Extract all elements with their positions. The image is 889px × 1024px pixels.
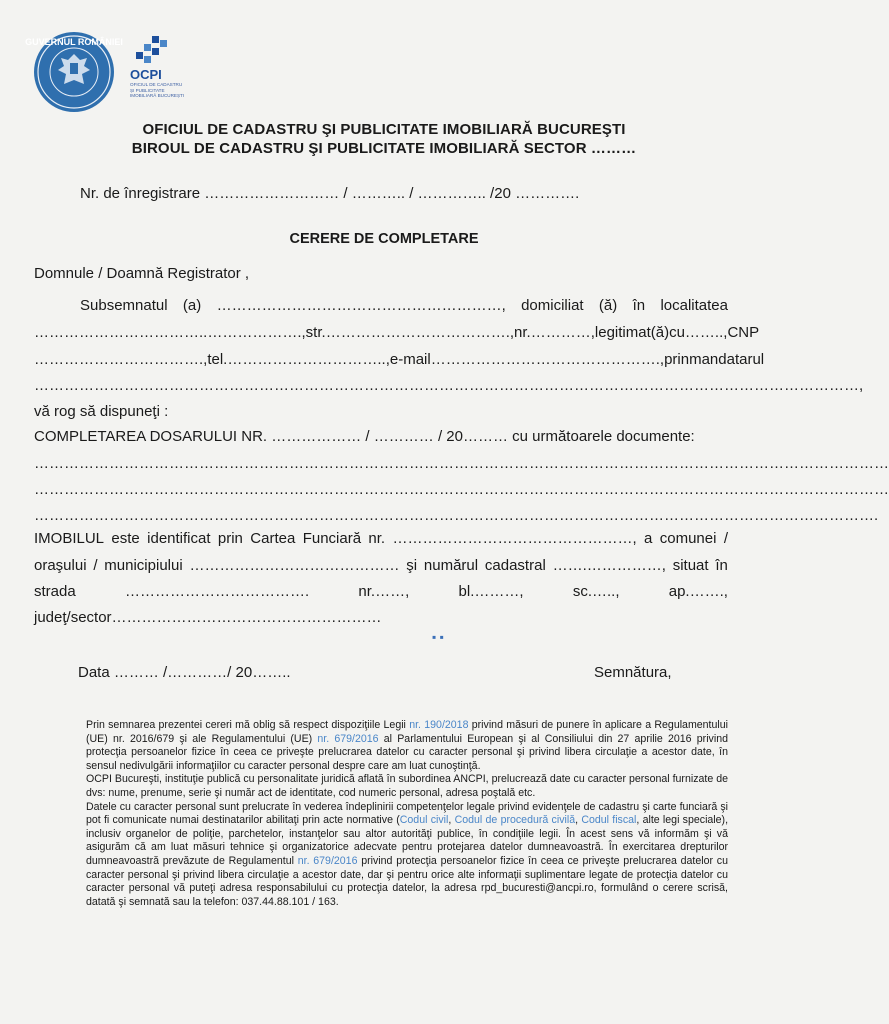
word: legitimat(ă) xyxy=(594,324,670,341)
id-field[interactable]: …….., xyxy=(684,324,728,341)
word: în xyxy=(715,557,728,574)
street-field[interactable]: ………………………………., xyxy=(325,324,515,341)
street-number-field[interactable]: nr.……, xyxy=(358,583,410,600)
word: / xyxy=(93,557,98,574)
number-field[interactable]: …………, xyxy=(530,324,595,341)
word: Subsemnatul xyxy=(80,297,168,314)
locality-field[interactable]: ……………………………..………………., xyxy=(34,324,306,341)
word: comunei xyxy=(659,530,717,547)
form-line-12 xyxy=(34,583,728,600)
registration-number: Nr. de înregistrare ……………………… / ……….. / ………….. /20 …………. xyxy=(80,185,580,202)
documents-field-2[interactable]: ……………………………………………………………………………………………………………………………………………………… xyxy=(34,481,889,498)
text: , xyxy=(575,814,582,827)
municipality-field[interactable]: …………………………………… xyxy=(189,557,400,574)
date-field[interactable]: Data ……… /…………/ 20…….. xyxy=(78,664,291,681)
staircase-field[interactable]: sc.….., xyxy=(572,583,620,600)
land-book-field[interactable]: …………………………………………, xyxy=(392,530,637,547)
county-field[interactable]: judeţ/sector……………………………………………… xyxy=(34,609,382,626)
greeting: Domnule / Doamnă Registrator , xyxy=(34,265,250,282)
form-line-11 xyxy=(34,557,728,574)
text: , alte legi speciale), inclusiv organelor de poliţie, parchetelor, instanţelor sau altor autorităţi publice, în condiţiile legii. În acest sens vă informăm şi vă asigurăm că am luat măsuri tehnice şi organizatorice adecvate pentru protejarea datelor dumneavoastră. În exercitarea drepturilor dumneavoastră prevăzute de Regulamentul xyxy=(86,814,729,867)
word: str. xyxy=(305,324,326,341)
dossier-line: COMPLETAREA DOSARULUI NR. ……………… / ………… / 20……… cu următoarele documente: xyxy=(34,428,695,445)
word: şi xyxy=(406,557,418,574)
seal-text: GUVERNUL ROMÂNIEI xyxy=(25,37,123,47)
word: municipiului xyxy=(104,557,183,574)
cadastral-number-field[interactable]: …….……………, xyxy=(552,557,666,574)
word: Funciară xyxy=(302,530,362,547)
street-name-field[interactable]: ………………………………. xyxy=(124,583,310,600)
word: cu xyxy=(669,324,685,341)
legal-paragraph-1 xyxy=(86,719,728,773)
document-header xyxy=(0,120,768,158)
ink-mark: ▪ ▪ xyxy=(432,630,444,644)
word: domiciliat xyxy=(521,297,584,314)
ocpi-wordmark: OCPI xyxy=(130,67,162,82)
word: tel. xyxy=(207,351,228,368)
word: (ă) xyxy=(598,297,618,314)
ocpi-subtitle: OFICIUL DE CADASTRU ȘI PUBLICITATE IMOBILIARĂ BUCUREȘTI xyxy=(130,82,185,98)
name-field[interactable]: …………………………………………………, xyxy=(216,297,506,314)
word: (a) xyxy=(182,297,202,314)
word: în xyxy=(632,297,646,314)
text: privind măsuri de punere în aplicare a Regulamentului (UE) nr. 2016/679 şi ale Regulamentului (UE) xyxy=(86,719,728,745)
ocpi-logo xyxy=(130,36,192,99)
word: cadastral xyxy=(484,557,546,574)
word: / xyxy=(723,530,728,547)
text: Datele cu caracter personal sunt prelucrate în vederea îndeplinirii competenţelor legale privind evidenţele de cadastru şi carte funciară şi pot fi comunicate numai destinatarilor abilitaţi prin acte normative ( xyxy=(86,800,728,827)
word: prin xyxy=(217,530,243,547)
word: oraşului xyxy=(34,557,87,574)
civil-code-link[interactable]: Codul civil xyxy=(399,814,449,827)
ocpi-mark-icon xyxy=(130,36,170,64)
word: Cartea xyxy=(250,530,296,547)
text: al Parlamentului European şi al Consiliului din 27 aprilie 2016 privind protecţia persoanelor fizice în ceea ce priveşte prelucrarea datelor cu caracter personal şi privind libera circulaţie a acestor date, în sensul nedivulgării informaţiilor cu caracter personal despre care am luat cunoştinţă. xyxy=(86,732,728,772)
apartment-field[interactable]: ap.……., xyxy=(668,583,728,600)
regulation-link[interactable]: nr. 679/2016 xyxy=(297,854,358,867)
word: mandatarul xyxy=(689,351,765,368)
logo-area xyxy=(25,30,192,114)
header-line-2: BIROUL DE CADASTRU ŞI PUBLICITATE IMOBILIARĂ SECTOR ……… xyxy=(131,140,637,157)
request-line: vă rog să dispuneţi : xyxy=(34,403,169,420)
text: privind protecţia persoanelor fizice în ceea ce priveşte prelucrarea datelor cu caracter personal şi privind libera circulaţie a acestor date, dar şi pentru orice alte informaţii suplimentare legate de protecţia datelor cu caracter personal vă puteţi adresa responsabilului cu protecţia datelor, la adresa rpd_bucuresti@ancpi.ro, formulând o cerere scrisă, datată şi semnată sau la telefon: 037.44.88.101 / 163. xyxy=(86,854,728,908)
civil-procedure-code-link[interactable]: Codul de procedură civilă xyxy=(454,814,576,827)
text: Prin semnarea prezentei cereri mă oblig să respect dispoziţiile Legii xyxy=(86,719,410,731)
legal-paragraph-3 xyxy=(86,801,728,910)
fiscal-code-link[interactable]: Codul fiscal xyxy=(581,814,637,827)
documents-field-3[interactable]: ……………………………………………………………………………………………………………………………………………………. xyxy=(34,507,879,524)
government-seal-icon xyxy=(25,30,123,114)
word: identificat xyxy=(147,530,211,547)
word: localitatea xyxy=(660,297,728,314)
word: strada xyxy=(34,583,76,600)
word: IMOBILUL xyxy=(34,530,105,547)
form-line-2 xyxy=(34,324,760,341)
word: nr. xyxy=(514,324,531,341)
word: a xyxy=(644,530,653,547)
word: nr. xyxy=(368,530,386,547)
signature-label: Semnătura, xyxy=(594,664,672,681)
form-line-10 xyxy=(34,530,728,547)
word: situat xyxy=(672,557,709,574)
word: numărul xyxy=(423,557,479,574)
word: CNP xyxy=(727,324,760,341)
word: este xyxy=(111,530,140,547)
representative-field[interactable]: …………………………………………………………………………………………………………………………………………………, xyxy=(34,377,864,394)
block-field[interactable]: bl.………, xyxy=(458,583,524,600)
form-line-3 xyxy=(34,351,765,368)
email-field[interactable]: e-mail………………………………………., xyxy=(389,351,665,368)
header-line-1: OFICIUL DE CADASTRU ŞI PUBLICITATE IMOBILIARĂ BUCUREŞTI xyxy=(142,121,626,138)
regulation-link[interactable]: nr. 679/2016 xyxy=(317,732,379,745)
legal-notice xyxy=(86,719,728,909)
text: , xyxy=(448,814,455,827)
legal-paragraph-2: OCPI Bucureşti, instituţie publică cu personalitate juridică aflată în subordinea ANCPI, prelucrează date cu caracter personal furnizate de dvs: nume, prenume, serie şi număr act de identitate, cod numeric personal, adresa poştală etc. xyxy=(86,773,728,799)
form-line-1 xyxy=(80,297,728,314)
law-link[interactable]: nr. 190/2018 xyxy=(409,719,469,731)
word: prin xyxy=(664,351,690,368)
cnp-field[interactable]: ……………………………., xyxy=(34,351,208,368)
documents-field-1[interactable]: ……………………………………………………………………………………………………………………………………………………… xyxy=(34,455,889,472)
document-title: CERERE DE COMPLETARE xyxy=(289,231,479,247)
phone-field[interactable]: ………………………….., xyxy=(227,351,390,368)
